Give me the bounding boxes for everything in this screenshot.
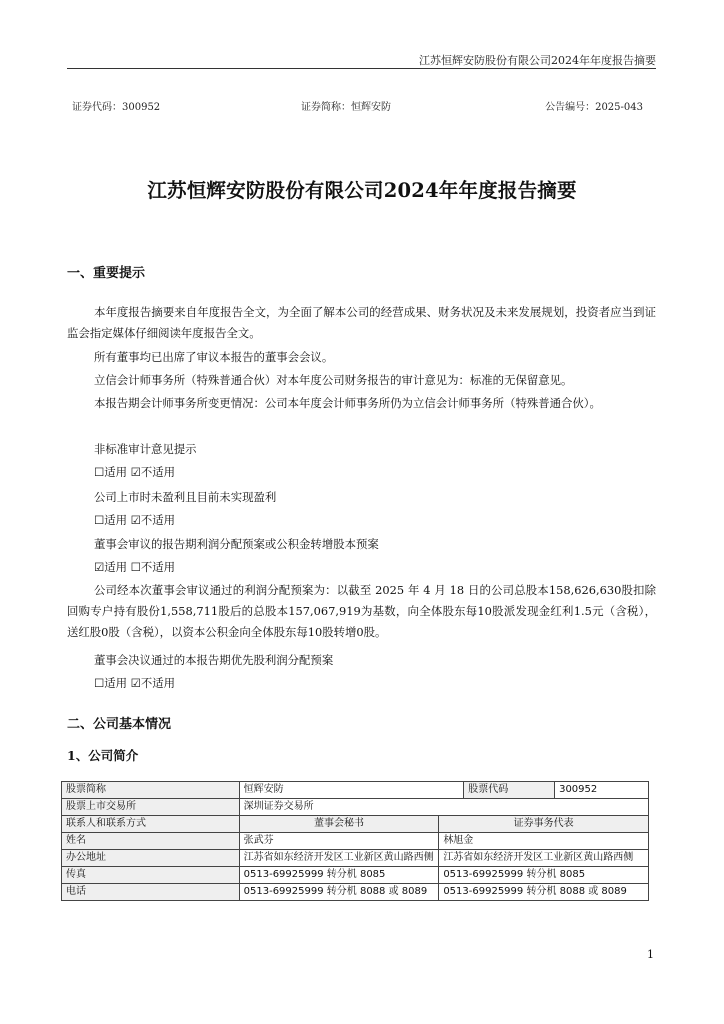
paragraph-dividend-details: 公司经本次董事会审议通过的利润分配预案为：以截至 2025 年 4 月 18 日的公司总股本158,626,630股扣除回购专户持有股份1,558,711股后的总股本157,067,919为基数，向全体股东每10股派发现金红利1.5元（含税），送红股0股（含税），以资本公积金向全体股东每10股转增0股。: [67, 583, 656, 639]
table-label: 电话: [62, 884, 240, 901]
table-row: [62, 782, 649, 799]
table-row: [62, 833, 649, 850]
table-cell: 林旭金: [439, 833, 649, 850]
security-abbreviation: 证券简称：恒辉安防: [301, 102, 391, 113]
table-row: [62, 850, 649, 867]
table-cell: 0513-69925999 转分机 8085: [439, 867, 649, 884]
table-label: 联系人和联系方式: [62, 816, 240, 833]
paragraph-profit-distribution-plan: 董事会审议的报告期利润分配预案或公积金转增股本预案: [94, 537, 379, 551]
company-profile-table: [61, 781, 649, 901]
paragraph-nonstandard-opinion: 非标准审计意见提示: [94, 442, 197, 456]
table-row: [62, 884, 649, 901]
table-label: 传真: [62, 867, 240, 884]
section-heading-company-basics: 二、公司基本情况: [67, 717, 172, 732]
section-heading-important-notice: 一、重要提示: [67, 266, 146, 281]
table-label: 股票简称: [62, 782, 240, 799]
paragraph-audit-opinion: 立信会计师事务所（特殊普通合伙）对本年度公司财务报告的审计意见为：标准的无保留意见。: [94, 373, 573, 387]
running-header: 江苏恒辉安防股份有限公司2024年年度报告摘要: [419, 54, 656, 67]
page-number: 1: [647, 948, 654, 961]
table-column-header: 董事会秘书: [239, 816, 439, 833]
checkbox-line-profit-distribution: ☑适用 ☐不适用: [94, 560, 175, 574]
paragraph-preferred-stock: 董事会决议通过的本报告期优先股利润分配预案: [94, 653, 334, 667]
notice-number: 公告编号：2025-043: [545, 102, 643, 113]
table-cell: 300952: [555, 782, 649, 799]
table-cell: 恒辉安防: [239, 782, 464, 799]
paragraph-auditor-change: 本报告期会计师事务所变更情况：公司本年度会计师事务所仍为立信会计师事务所（特殊普通合伙）。: [94, 396, 601, 410]
checkbox-line-nonstandard: ☐适用 ☑不适用: [94, 465, 175, 479]
table-row: [62, 816, 649, 833]
table-row: [62, 799, 649, 816]
security-code: 证券代码：300952: [72, 102, 161, 113]
table-row: [62, 867, 649, 884]
table-cell: 江苏省如东经济开发区工业新区黄山路西侧: [239, 850, 439, 867]
document-title: 江苏恒辉安防股份有限公司2024年年度报告摘要: [147, 179, 577, 202]
checkbox-line-unprofitable: ☐适用 ☑不适用: [94, 513, 175, 527]
table-label: 办公地址: [62, 850, 240, 867]
table-cell: 张武芬: [239, 833, 439, 850]
paragraph-summary-source: 本年度报告摘要来自年度报告全文，为全面了解本公司的经营成果、财务状况及未来发展规划，投资者应当到证监会指定媒体仔细阅读年度报告全文。: [67, 305, 656, 340]
table-label: 股票上市交易所: [62, 799, 240, 816]
subsection-heading-company-profile: 1、公司简介: [67, 748, 139, 763]
table-label: 股票代码: [464, 782, 555, 799]
table-column-header: 证券事务代表: [439, 816, 649, 833]
checkbox-line-preferred-stock: ☐适用 ☑不适用: [94, 676, 175, 690]
table-cell: 0513-69925999 转分机 8088 或 8089: [439, 884, 649, 901]
table-label: 姓名: [62, 833, 240, 850]
table-cell: 深圳证券交易所: [239, 799, 648, 816]
table-cell: 0513-69925999 转分机 8088 或 8089: [239, 884, 439, 901]
paragraph-directors-attendance: 所有董事均已出席了审议本报告的董事会会议。: [94, 350, 334, 364]
header-rule: [67, 68, 656, 69]
table-cell: 江苏省如东经济开发区工业新区黄山路西侧: [439, 850, 649, 867]
paragraph-unprofitable-listing: 公司上市时未盈利且目前未实现盈利: [94, 490, 277, 504]
table-cell: 0513-69925999 转分机 8085: [239, 867, 439, 884]
